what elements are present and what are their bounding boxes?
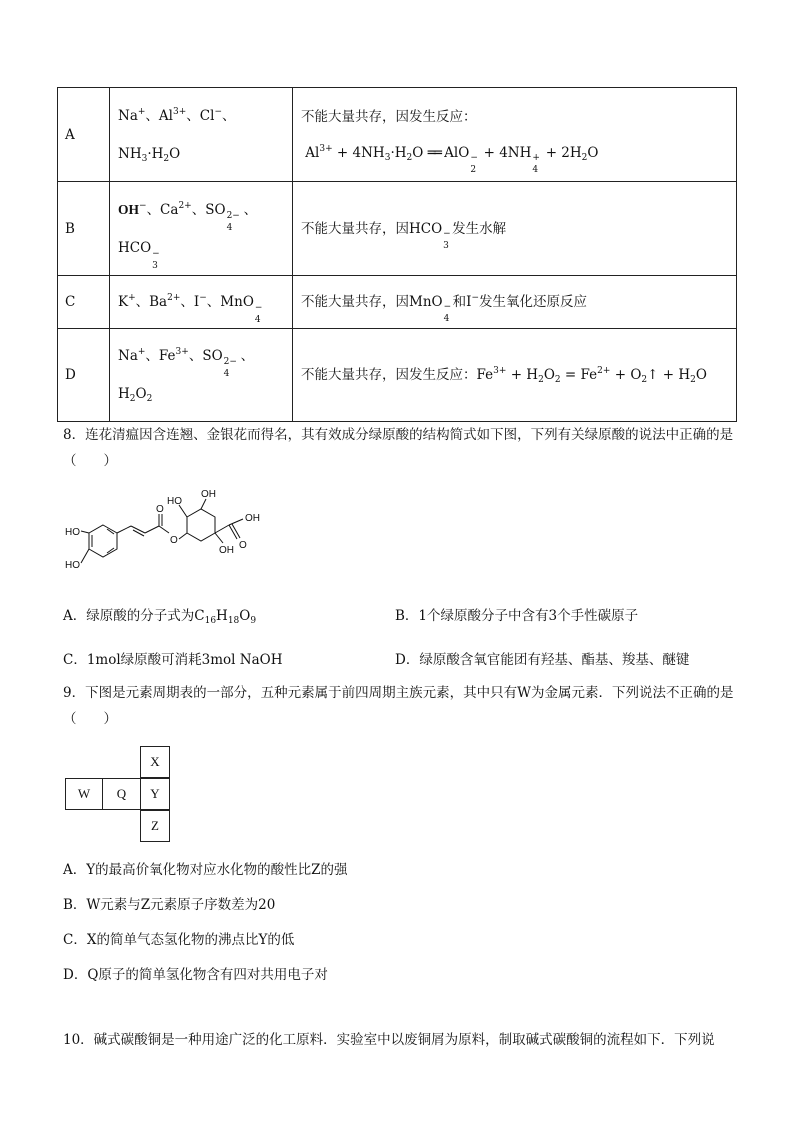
option-label: D: [58, 329, 110, 422]
structure-label: O: [170, 535, 178, 546]
table-row: [58, 276, 737, 329]
element-cell-x: X: [140, 746, 170, 778]
structure-label: HO: [167, 496, 182, 507]
q8-choice-c: C．1mol绿原酸可消耗3mol NaOH: [63, 652, 283, 668]
structure-label: OH: [201, 489, 216, 500]
chlorogenic-acid-structure: [63, 483, 283, 583]
ion-list: K+、$Ba^{2+}$、I−、MnO − 4: [110, 276, 293, 329]
option-label: C: [58, 276, 110, 329]
element-cell-w: W: [65, 778, 103, 810]
explanation: [293, 88, 737, 182]
q9-choice-c: C．X的简单气态氢化物的沸点比Y的低: [63, 932, 295, 948]
q9-choice-b: B．W元素与Z元素原子序数差为20: [63, 897, 276, 913]
q8-choice-b: B．1个绿原酸分子中含有3个手性碳原子: [395, 608, 639, 624]
option-label: B: [58, 182, 110, 276]
explanation: 不能大量共存，因HCO − 3 发生水解: [293, 182, 737, 276]
ion-coexistence-table: [57, 87, 737, 422]
element-cell-q: Q: [102, 778, 141, 810]
explanation-text: 不能大量共存，因发生反应：: [301, 108, 477, 125]
q9-choice-a: A．Y的最高价氧化物对应水化物的酸性比Z的强: [63, 862, 348, 878]
explanation: 不能大量共存，因MnO − 4 和I−发生氧化还原反应: [293, 276, 737, 329]
structure-label: HO: [65, 560, 80, 571]
question-10-stem: 10．碱式碳酸铜是一种用途广泛的化工原料．实验室中以废铜屑为原料，制取碱式碳酸铜的流程如下．下列说: [63, 1032, 715, 1048]
ion-list: Na+、$Fe^{3+}$、SO 2− 4 、 $H_2O_2$: [110, 329, 293, 422]
question-9-stem: 9．下图是元素周期表的一部分，五种元素属于前四周期主族元素，其中只有W为金属元素．下列说法不正确的是（ ）: [63, 685, 734, 727]
question-8-stem: 8．连花清瘟因含连翘、金银花而得名，其有效成分绿原酸的结构简式如下图，下列有关绿原酸的说法中正确的是（ ）: [63, 427, 734, 469]
structure-label: O: [156, 504, 164, 515]
ion-list: OH−、$Ca^{2+}$、SO 2− 4 、 HCO − 3: [110, 182, 293, 276]
structure-label: O: [239, 540, 247, 551]
table-row: [58, 182, 737, 276]
structure-label: HO: [65, 527, 80, 538]
ion-list: Na+、$Al^{3+}$、Cl−、 $NH_3\cdot H_2O$: [110, 88, 293, 182]
reaction-equation: $Al^{3+} + 4NH_3\cdot H_2O$ ══ AlO − 2 + 4NH + 4 + $2H_2O$: [301, 143, 599, 175]
q9-choice-d: D．Q原子的简单氢化物含有四对共用电子对: [63, 967, 328, 983]
option-label: A: [58, 88, 110, 182]
structure-label: OH: [245, 513, 260, 524]
table-row: [58, 329, 737, 422]
q8-choice-a: A．绿原酸的分子式为$C_{16}H_{18}O_9$: [63, 608, 257, 626]
table-row: [58, 88, 737, 182]
element-cell-z: Z: [140, 810, 170, 842]
q8-choice-d: D．绿原酸含氧官能团有羟基、酯基、羧基、醚键: [395, 652, 690, 668]
element-cell-y: Y: [140, 778, 170, 810]
structure-label: OH: [219, 545, 234, 556]
explanation: 不能大量共存，因发生反应：$Fe^{3+} + H_2O_2 = Fe^{2+}$ + $O_2↑ + H_2O$: [293, 329, 737, 422]
